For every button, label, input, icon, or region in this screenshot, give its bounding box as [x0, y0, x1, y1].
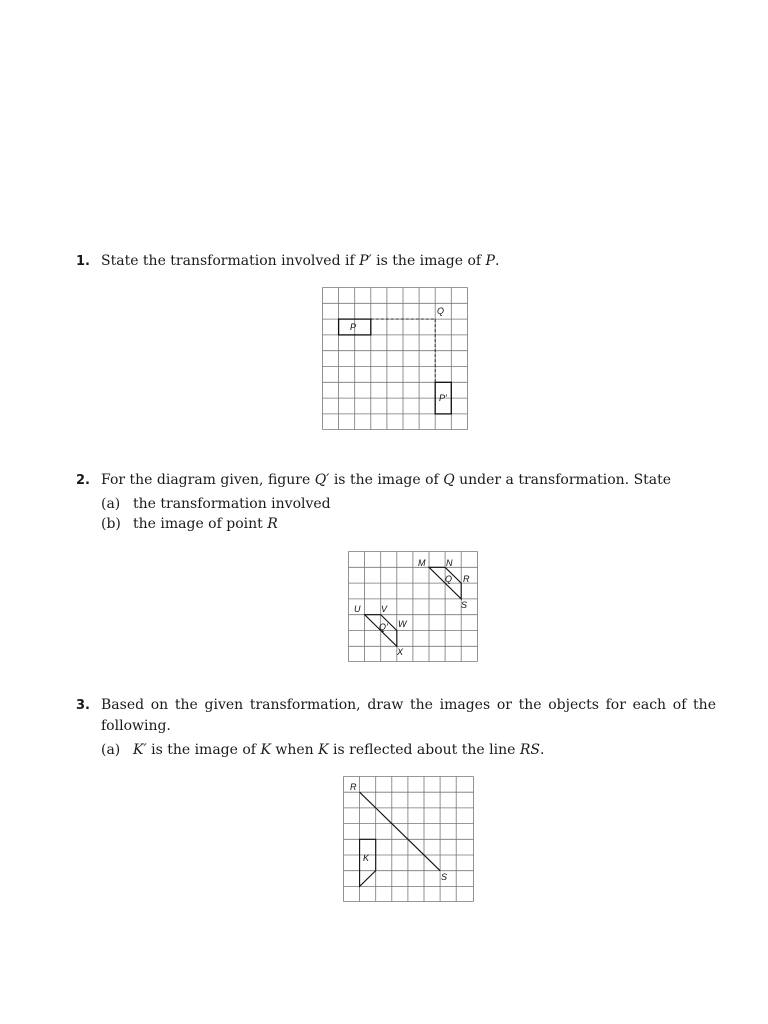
label-x: X	[397, 647, 404, 657]
grid-lines	[349, 552, 478, 662]
label-s: S	[441, 872, 448, 882]
line-rs	[360, 792, 441, 871]
label-p: P	[350, 322, 357, 332]
label-r: R	[463, 574, 470, 584]
question-1	[76, 251, 716, 272]
label-m: M	[418, 558, 426, 568]
label-n: N	[446, 558, 453, 568]
subpart-b: (b) the image of point R	[101, 516, 278, 532]
diagram-q1-grid	[322, 287, 468, 431]
subpart-a: (a) K′ is the image of K when K is reflected about the line RS.	[101, 742, 545, 758]
question-number: 2.	[76, 473, 90, 488]
question-3	[76, 695, 716, 760]
question-text: For the diagram given, figure Q′ is the image of Q under a transformation. State	[101, 472, 672, 488]
label-v: V	[381, 604, 388, 614]
diagram-q3-grid	[343, 776, 474, 903]
label-k: K	[363, 853, 370, 863]
label-r: R	[350, 782, 357, 792]
diagram-q2-grid	[348, 551, 478, 663]
question-text: Based on the given transformation, draw the images or the objects for each of the following.	[101, 697, 716, 734]
label-u: U	[354, 604, 361, 614]
question-2	[76, 470, 716, 534]
label-q: Q	[445, 574, 453, 584]
question-number: 3.	[76, 698, 90, 713]
label-w: W	[398, 619, 407, 629]
label-s: S	[461, 600, 468, 610]
label-q-prime: Q′	[379, 622, 388, 632]
question-text: State the transformation involved if P′ is the image of P.	[101, 253, 500, 269]
label-q: Q	[437, 306, 445, 316]
question-number: 1.	[76, 254, 90, 269]
subpart-a: (a) the transformation involved	[101, 496, 331, 512]
label-p-prime: P′	[439, 393, 447, 403]
grid-lines	[323, 288, 468, 430]
